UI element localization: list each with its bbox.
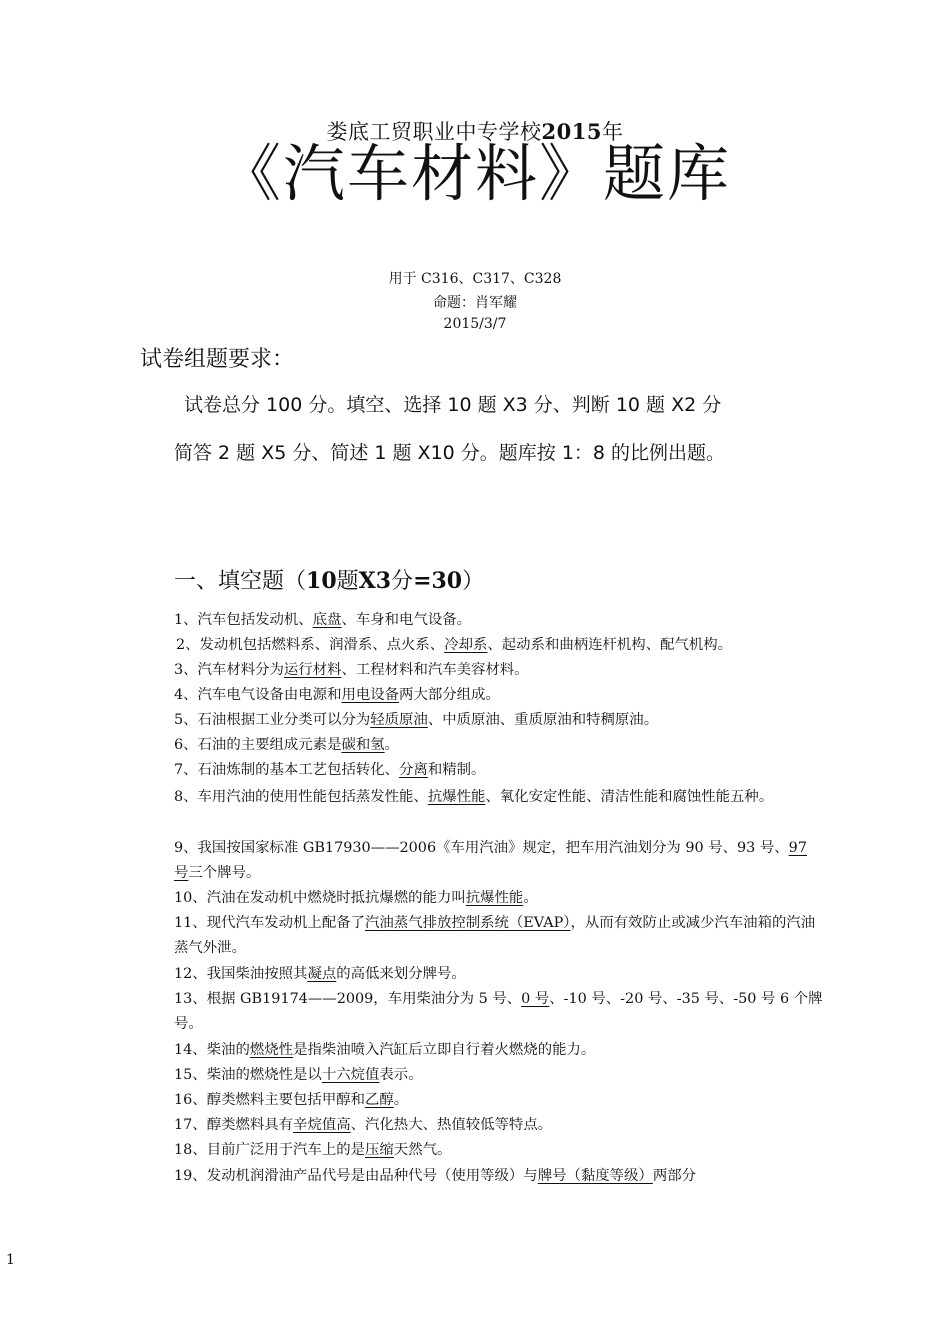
page-number: 1	[6, 1252, 15, 1268]
answer-blank: 轻质原油	[370, 712, 428, 728]
answer-blank: 燃烧性	[249, 1042, 294, 1058]
answer-blank: 辛烷值高	[293, 1117, 351, 1133]
document-title: 《汽车材料》题库	[218, 137, 731, 210]
answer-blank: 牌号（黏度等级）	[537, 1168, 653, 1184]
question-item: 13、根据 GB19174——2009，车用柴油分为 5 号、0 号、-10 号、-20 号、-35 号、-50 号 6 个牌号。	[174, 991, 823, 1032]
question-item: 17、醇类燃料具有辛烷值高、汽化热大、热值较低等特点。	[174, 1117, 553, 1133]
question-item: 4、汽车电气设备由电源和用电设备两大部分组成。	[174, 687, 500, 703]
question-item: 9、我国按国家标准 GB17930——2006《车用汽油》规定，把车用汽油划分为 90 号、93 号、97 号三个牌号。	[174, 840, 807, 881]
answer-blank: 乙醇	[365, 1092, 394, 1108]
question-item: 18、目前广泛用于汽车上的是压缩天然气。	[174, 1142, 452, 1158]
question-item: 5、石油根据工业分类可以分为轻质原油、中质原油、重质原油和特稠原油。	[174, 712, 659, 728]
requirements-line-1: 试卷总分 100 分。填空、选择 10 题 X3 分、判断 10 题 X2 分	[184, 394, 722, 416]
question-item: 8、车用汽油的使用性能包括蒸发性能、抗爆性能、氧化安定性能、清洁性能和腐蚀性能五种。	[174, 789, 774, 805]
question-item: 10、汽油在发动机中燃烧时抵抗爆燃的能力叫抗爆性能。	[174, 890, 538, 906]
answer-blank: 抗爆性能	[465, 890, 524, 906]
answer-blank: 冷却系	[444, 637, 488, 653]
question-item: 15、柴油的燃烧性是以十六烷值表示。	[174, 1067, 423, 1083]
answer-blank: 凝点	[307, 966, 337, 982]
requirements-heading: 试卷组题要求：	[140, 347, 295, 372]
question-item: 6、石油的主要组成元素是碳和氢。	[174, 737, 400, 753]
answer-blank: 十六烷值	[321, 1067, 380, 1083]
classes-line: 用于 C316、C317、C328	[388, 271, 562, 287]
answer-blank: 压缩	[365, 1142, 394, 1158]
answer-blank: 运行材料	[283, 662, 342, 678]
answer-blank: 汽油蒸气排放控制系统（EVAP）	[365, 915, 571, 931]
question-item: 7、石油炼制的基本工艺包括转化、分离和精制。	[174, 762, 486, 778]
answer-blank: 97 号	[174, 840, 807, 881]
date-line: 2015/3/7	[443, 316, 507, 332]
answer-blank: 0 号	[521, 991, 550, 1007]
question-item: 12、我国柴油按照其凝点的高低来划分牌号。	[174, 966, 466, 982]
question-item: 19、发动机润滑油产品代号是由品种代号（使用等级）与牌号（黏度等级）两部分	[174, 1168, 697, 1184]
school-subtitle: 娄底工贸职业中专学校2015年	[326, 119, 624, 144]
question-item: 1、汽车包括发动机、底盘、车身和电气设备。	[174, 612, 472, 628]
question-item: 2、发动机包括燃料系、润滑系、点火系、冷却系、起动系和曲柄连杆机构、配气机构。	[176, 637, 733, 653]
question-item: 16、醇类燃料主要包括甲醇和乙醇。	[174, 1092, 409, 1108]
requirements-line-2: 简答 2 题 X5 分、简述 1 题 X10 分。题库按 1：8 的比例出题。	[174, 442, 726, 464]
question-item: 14、柴油的燃烧性是指柴油喷入汽缸后立即自行着火燃烧的能力。	[174, 1042, 596, 1058]
answer-blank: 底盘	[312, 612, 342, 628]
answer-blank: 碳和氢	[341, 737, 385, 753]
answer-blank: 分离	[399, 762, 428, 778]
answer-blank: 用电设备	[341, 687, 400, 703]
author-line: 命题：肖军耀	[433, 295, 517, 311]
answer-blank: 抗爆性能	[427, 789, 486, 805]
question-item: 11、现代汽车发动机上配备了汽油蒸气排放控制系统（EVAP），从而有效防止或减少汽车油箱的汽油蒸气外泄。	[174, 915, 816, 956]
section-heading: 一、填空题（10题X3分=30）	[174, 568, 485, 594]
question-item: 3、汽车材料分为运行材料、工程材料和汽车美容材料。	[174, 662, 529, 678]
